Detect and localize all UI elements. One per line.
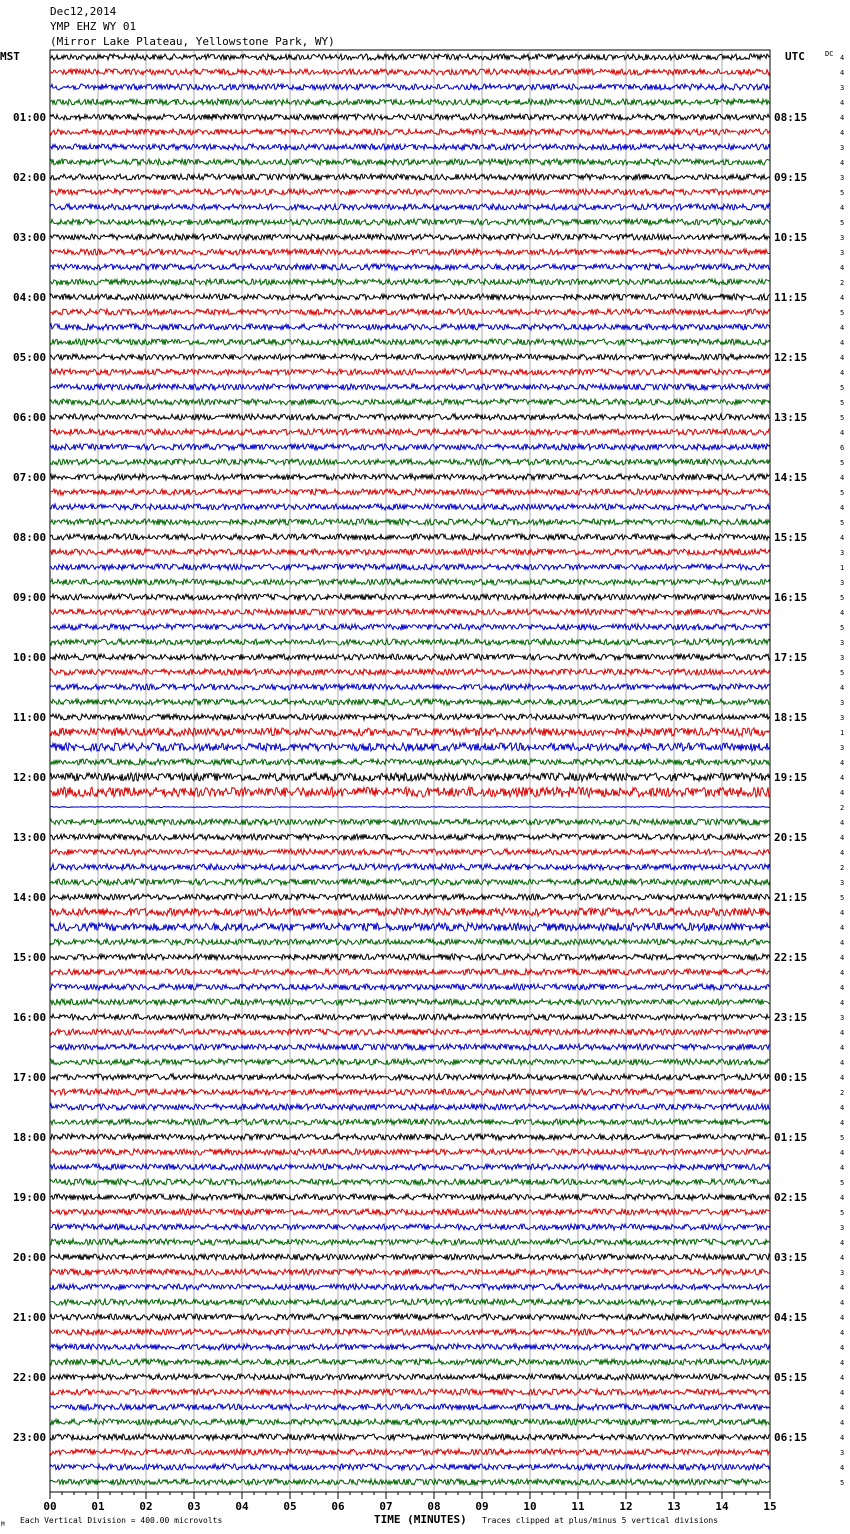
dc-value: 4 (840, 789, 845, 797)
dc-value: 4 (840, 114, 845, 122)
dc-value: 4 (840, 534, 845, 542)
seismic-trace (50, 504, 770, 510)
dc-value: 3 (840, 579, 845, 587)
dc-value: 4 (840, 429, 845, 437)
dc-value: 5 (840, 219, 845, 227)
seismic-trace (50, 534, 770, 540)
seismic-trace (50, 384, 770, 390)
right-timezone-label: UTC (785, 50, 805, 63)
seismic-trace (50, 1359, 770, 1365)
right-hour-label: 04:15 (774, 1311, 808, 1324)
dc-value: 4 (840, 204, 845, 212)
dc-value: 5 (840, 189, 845, 197)
dc-value: 4 (840, 684, 845, 692)
x-tick-label: 08 (427, 1500, 441, 1513)
seismic-trace (50, 99, 770, 105)
dc-value: 2 (840, 279, 845, 287)
seismic-trace (50, 1404, 770, 1410)
dc-value: 4 (840, 159, 845, 167)
right-hour-label: 06:15 (774, 1431, 808, 1444)
seismic-trace (50, 549, 770, 555)
record-date: Dec12,2014 (50, 5, 117, 18)
seismic-trace (50, 129, 770, 135)
dc-value: 4 (840, 1344, 845, 1352)
right-hour-label: 14:15 (774, 471, 808, 484)
dc-value: 3 (840, 714, 845, 722)
seismic-trace (50, 1314, 770, 1320)
seismic-trace (50, 564, 770, 570)
dc-value: 4 (840, 129, 845, 137)
left-hour-label: 18:00 (13, 1131, 47, 1144)
seismic-trace (50, 1029, 770, 1035)
dc-value: 3 (840, 1269, 845, 1277)
dc-value: 3 (840, 744, 845, 752)
left-hour-label: 17:00 (13, 1071, 47, 1084)
trace-group (50, 54, 770, 1485)
seismic-trace (50, 954, 770, 960)
seismic-trace (50, 1134, 770, 1140)
x-tick-label: 13 (667, 1500, 681, 1513)
dc-value: 4 (840, 1434, 845, 1442)
left-hour-label: 07:00 (13, 471, 47, 484)
x-tick-label: 10 (523, 1500, 537, 1513)
dc-value: 4 (840, 1119, 845, 1127)
dc-value: 2 (840, 804, 845, 812)
dc-value: 3 (840, 249, 845, 257)
dc-value: 4 (840, 1059, 845, 1067)
dc-value: 6 (840, 444, 845, 452)
left-hour-label: 02:00 (13, 171, 47, 184)
right-hour-label: 21:15 (774, 891, 808, 904)
seismic-trace (50, 474, 770, 480)
dc-value: 5 (840, 414, 845, 422)
dc-value: 3 (840, 1224, 845, 1232)
dc-value: 4 (840, 1029, 845, 1037)
seismic-trace (50, 1389, 770, 1395)
seismic-trace (50, 489, 770, 495)
dc-value: 4 (840, 1164, 845, 1172)
seismic-trace (50, 999, 770, 1005)
right-hour-label: 03:15 (774, 1251, 808, 1264)
dc-value: 1 (840, 729, 845, 737)
x-tick-label: 12 (619, 1500, 633, 1513)
x-axis-label: TIME (MINUTES) (374, 1513, 467, 1526)
seismic-trace (50, 939, 770, 945)
seismic-trace (50, 984, 770, 990)
dc-value: 4 (840, 264, 845, 272)
seismic-trace (50, 339, 770, 345)
dc-value: 4 (840, 984, 845, 992)
dc-value: 3 (840, 1449, 845, 1457)
dc-value: 3 (840, 234, 845, 242)
seismic-trace (50, 1014, 770, 1020)
dc-value: 2 (840, 1089, 845, 1097)
x-tick-label: 03 (187, 1500, 201, 1513)
dc-value: 4 (840, 759, 845, 767)
seismic-trace (50, 743, 770, 751)
dc-value: 4 (840, 1194, 845, 1202)
left-hour-label: 14:00 (13, 891, 47, 904)
seismic-trace (50, 1479, 770, 1485)
seismic-trace (50, 459, 770, 465)
dc-value: 4 (840, 849, 845, 857)
seismic-trace (50, 159, 770, 165)
dc-value: 4 (840, 609, 845, 617)
dc-value: 4 (840, 504, 845, 512)
dc-value: 5 (840, 384, 845, 392)
seismic-trace (50, 354, 770, 360)
right-hour-label: 19:15 (774, 771, 808, 784)
dc-value: 5 (840, 1479, 845, 1487)
seismic-trace (50, 1104, 770, 1110)
seismic-trace (50, 429, 770, 435)
left-hour-label: 09:00 (13, 591, 47, 604)
dc-value: 4 (840, 924, 845, 932)
seismic-trace (50, 759, 770, 765)
seismic-trace (50, 1044, 770, 1050)
dc-value: 4 (840, 69, 845, 77)
left-hour-label: 13:00 (13, 831, 47, 844)
dc-value: 3 (840, 1014, 845, 1022)
left-hour-label: 12:00 (13, 771, 47, 784)
dc-value: 4 (840, 909, 845, 917)
seismic-trace (50, 639, 770, 645)
seismic-trace (50, 1299, 770, 1305)
corner-mark: M (1, 1521, 5, 1528)
seismic-trace (50, 1179, 770, 1185)
seismic-trace (50, 54, 770, 60)
seismic-trace (50, 279, 770, 285)
seismic-trace (50, 519, 770, 525)
right-hour-label: 20:15 (774, 831, 808, 844)
seismic-trace (50, 264, 770, 270)
left-hour-label: 19:00 (13, 1191, 47, 1204)
dc-value: 5 (840, 309, 845, 317)
seismic-trace (50, 923, 770, 931)
seismic-trace (50, 669, 770, 675)
seismic-trace (50, 414, 770, 420)
seismic-trace (50, 773, 770, 781)
dc-value: 3 (840, 144, 845, 152)
right-hour-label: 15:15 (774, 531, 808, 544)
seismic-trace (50, 1254, 770, 1260)
seismic-trace (50, 234, 770, 240)
right-hour-axis (774, 111, 807, 1444)
seismic-trace (50, 1089, 770, 1095)
dc-value: 4 (840, 834, 845, 842)
station-location: (Mirror Lake Plateau, Yellowstone Park, WY) (50, 35, 335, 48)
left-hour-label: 11:00 (13, 711, 47, 724)
left-hour-label: 01:00 (13, 111, 47, 124)
dc-value: 5 (840, 669, 845, 677)
dc-column-label: DC (825, 50, 834, 58)
seismic-trace (50, 204, 770, 210)
dc-value: 4 (840, 1254, 845, 1262)
left-hour-label: 23:00 (13, 1431, 47, 1444)
seismic-trace (50, 1224, 770, 1230)
x-tick-label: 14 (715, 1500, 729, 1513)
dc-value: 4 (840, 1329, 845, 1337)
seismic-trace (50, 1239, 770, 1245)
scale-note: Each Vertical Division = 400.00 microvolts (20, 1516, 223, 1525)
seismic-trace (50, 894, 770, 900)
seismic-trace (50, 594, 770, 600)
dc-value: 4 (840, 1239, 845, 1247)
left-hour-label: 10:00 (13, 651, 47, 664)
dc-value: 5 (840, 459, 845, 467)
seismic-trace (50, 1374, 770, 1380)
dc-value: 4 (840, 1404, 845, 1412)
dc-value: 5 (840, 624, 845, 632)
right-hour-label: 16:15 (774, 591, 808, 604)
station-code: YMP EHZ WY 01 (50, 20, 137, 33)
dc-value: 4 (840, 1389, 845, 1397)
dc-value: 4 (840, 1284, 845, 1292)
dc-value: 5 (840, 594, 845, 602)
dc-value: 4 (840, 1359, 845, 1367)
dc-value: 2 (840, 864, 845, 872)
dc-value: 5 (840, 489, 845, 497)
dc-value: 4 (840, 324, 845, 332)
x-tick-label: 11 (571, 1500, 585, 1513)
dc-value: 4 (840, 474, 845, 482)
seismic-trace (50, 444, 770, 450)
x-tick-label: 00 (43, 1500, 57, 1513)
seismic-trace (50, 1149, 770, 1155)
seismic-trace (50, 879, 770, 885)
dc-value: 4 (840, 1374, 845, 1382)
seismic-trace (50, 819, 770, 825)
right-hour-label: 17:15 (774, 651, 808, 664)
seismic-trace (50, 324, 770, 330)
dc-value: 5 (840, 894, 845, 902)
seismic-trace (50, 219, 770, 225)
seismic-trace (50, 684, 770, 690)
dc-value: 4 (840, 369, 845, 377)
dc-value: 4 (840, 339, 845, 347)
seismic-trace (50, 69, 770, 75)
right-hour-label: 01:15 (774, 1131, 808, 1144)
x-tick-label: 01 (91, 1500, 105, 1513)
dc-value: 4 (840, 954, 845, 962)
dc-value: 3 (840, 879, 845, 887)
seismic-trace (50, 834, 770, 840)
seismic-trace (50, 654, 770, 660)
seismic-trace (50, 399, 770, 405)
right-hour-label: 00:15 (774, 1071, 808, 1084)
left-hour-label: 08:00 (13, 531, 47, 544)
x-tick-label: 04 (235, 1500, 249, 1513)
dc-value: 3 (840, 549, 845, 557)
dc-value: 4 (840, 1464, 845, 1472)
dc-value: 4 (840, 354, 845, 362)
seismic-trace (50, 189, 770, 195)
dc-value: 4 (840, 774, 845, 782)
dc-offset-column (840, 54, 844, 1487)
seismic-trace (50, 579, 770, 585)
seismic-trace (50, 787, 770, 797)
dc-value: 4 (840, 1104, 845, 1112)
dc-value: 1 (840, 564, 845, 572)
seismic-trace (50, 1464, 770, 1470)
left-hour-label: 03:00 (13, 231, 47, 244)
seismic-trace (50, 84, 770, 90)
seismic-trace (50, 864, 770, 870)
dc-value: 3 (840, 654, 845, 662)
seismic-trace (50, 1419, 770, 1425)
x-tick-label: 09 (475, 1500, 489, 1513)
left-hour-label: 05:00 (13, 351, 47, 364)
dc-value: 3 (840, 84, 845, 92)
right-hour-label: 10:15 (774, 231, 808, 244)
x-axis (43, 1492, 776, 1513)
left-hour-axis (13, 111, 46, 1444)
seismic-trace (50, 1074, 770, 1080)
right-hour-label: 22:15 (774, 951, 808, 964)
seismic-trace (50, 609, 770, 615)
right-hour-label: 11:15 (774, 291, 808, 304)
dc-value: 4 (840, 1299, 845, 1307)
left-hour-label: 16:00 (13, 1011, 47, 1024)
seismic-trace (50, 807, 770, 808)
x-tick-label: 07 (379, 1500, 393, 1513)
seismic-trace (50, 369, 770, 375)
dc-value: 4 (840, 999, 845, 1007)
dc-value: 4 (840, 1314, 845, 1322)
left-hour-label: 04:00 (13, 291, 47, 304)
seismic-trace (50, 714, 770, 720)
clip-note: Traces clipped at plus/minus 5 vertical divisions (482, 1516, 719, 1525)
right-hour-label: 13:15 (774, 411, 808, 424)
x-tick-label: 02 (139, 1500, 153, 1513)
seismic-trace (50, 1449, 770, 1455)
seismic-trace (50, 908, 770, 916)
right-hour-label: 05:15 (774, 1371, 808, 1384)
seismic-trace (50, 1329, 770, 1335)
seismic-trace (50, 728, 770, 736)
dc-value: 5 (840, 519, 845, 527)
seismic-trace (50, 1119, 770, 1125)
right-hour-label: 12:15 (774, 351, 808, 364)
seismic-trace (50, 144, 770, 150)
seismic-trace (50, 969, 770, 975)
dc-value: 4 (840, 1074, 845, 1082)
seismic-trace (50, 1344, 770, 1350)
seismic-trace (50, 1434, 770, 1440)
dc-value: 3 (840, 639, 845, 647)
seismic-trace (50, 1059, 770, 1065)
left-hour-label: 21:00 (13, 1311, 47, 1324)
seismic-trace (50, 1284, 770, 1290)
seismic-trace (50, 1164, 770, 1170)
dc-value: 3 (840, 699, 845, 707)
left-hour-label: 06:00 (13, 411, 47, 424)
dc-value: 4 (840, 294, 845, 302)
seismic-trace (50, 849, 770, 855)
seismic-trace (50, 624, 770, 630)
dc-value: 4 (840, 819, 845, 827)
dc-value: 4 (840, 969, 845, 977)
dc-value: 5 (840, 399, 845, 407)
seismic-trace (50, 1269, 770, 1275)
right-hour-label: 09:15 (774, 171, 808, 184)
dc-value: 4 (840, 1044, 845, 1052)
seismic-trace (50, 294, 770, 300)
right-hour-label: 02:15 (774, 1191, 808, 1204)
left-hour-label: 20:00 (13, 1251, 47, 1264)
dc-value: 3 (840, 174, 845, 182)
dc-value: 4 (840, 939, 845, 947)
seismic-trace (50, 174, 770, 180)
dc-value: 5 (840, 1179, 845, 1187)
right-hour-label: 18:15 (774, 711, 808, 724)
seismic-trace (50, 114, 770, 120)
x-tick-label: 06 (331, 1500, 345, 1513)
seismic-trace (50, 249, 770, 255)
right-hour-label: 08:15 (774, 111, 808, 124)
dc-value: 5 (840, 1209, 845, 1217)
dc-value: 4 (840, 54, 845, 62)
seismic-trace (50, 699, 770, 705)
dc-value: 5 (840, 1134, 845, 1142)
dc-value: 4 (840, 1419, 845, 1427)
x-tick-label: 05 (283, 1500, 297, 1513)
dc-value: 4 (840, 1149, 845, 1157)
dc-value: 4 (840, 99, 845, 107)
left-hour-label: 15:00 (13, 951, 47, 964)
x-tick-label: 15 (763, 1500, 777, 1513)
right-hour-label: 23:15 (774, 1011, 808, 1024)
seismic-trace (50, 309, 770, 315)
left-hour-label: 22:00 (13, 1371, 47, 1384)
seismic-trace (50, 1209, 770, 1215)
seismic-trace (50, 1194, 770, 1200)
left-timezone-label: MST (0, 50, 20, 63)
